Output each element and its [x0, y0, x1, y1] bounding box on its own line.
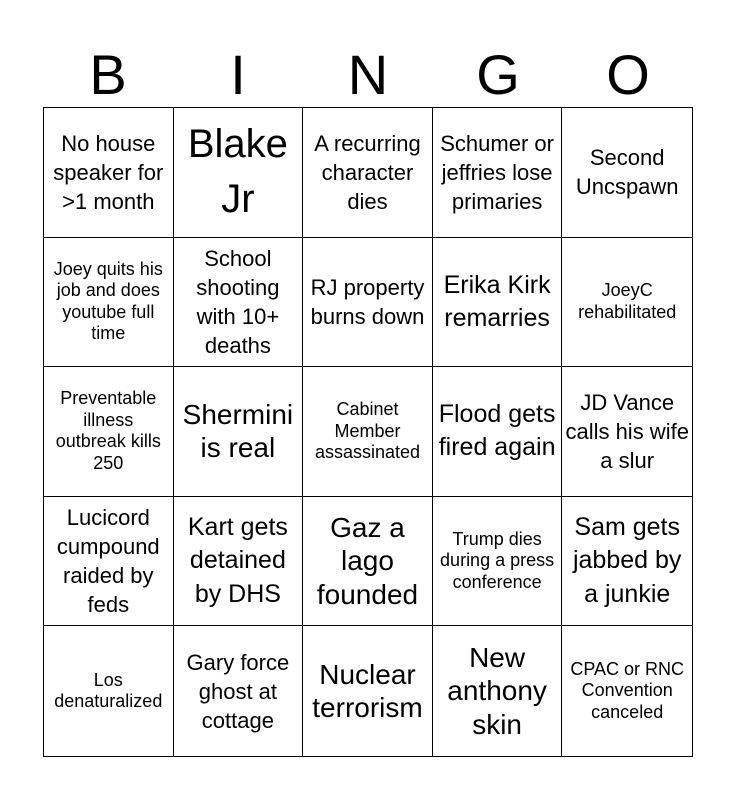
cell-text: JD Vance calls his wife a slur	[565, 389, 689, 473]
bingo-cell-r1-c2[interactable]	[174, 108, 304, 238]
bingo-cell-r1-c5[interactable]	[562, 108, 692, 238]
bingo-cell-r3-c1[interactable]	[44, 367, 174, 497]
bingo-cell-r2-c2[interactable]	[174, 238, 304, 368]
bingo-cell-r3-c3[interactable]	[303, 367, 433, 497]
cell-text: CPAC or RNC Convention canceled	[570, 658, 685, 722]
header-letter-o: O	[606, 43, 650, 106]
header-letter-n: N	[347, 43, 389, 106]
bingo-board	[43, 107, 693, 757]
bingo-cell-r3-c5[interactable]	[562, 367, 692, 497]
bingo-cell-r2-c1[interactable]	[44, 238, 174, 368]
cell-text: Lucicord cumpound raided by feds	[56, 505, 160, 618]
bingo-cell-r4-c5[interactable]	[562, 497, 692, 627]
cell-text: Gary force ghost at cottage	[186, 649, 290, 733]
bingo-cell-r5-c1[interactable]	[44, 626, 174, 756]
bingo-cell-r4-c3[interactable]	[303, 497, 433, 627]
bingo-cell-r3-c2[interactable]	[174, 367, 304, 497]
header-letter-b: B	[89, 43, 127, 106]
cell-text: Joey quits his job and does youtube full time	[53, 258, 163, 344]
bingo-cell-r5-c3[interactable]	[303, 626, 433, 756]
cell-text: Nuclear terrorism	[312, 658, 423, 724]
cell-text: A recurring character dies	[314, 130, 421, 214]
cell-text: Los denaturalized	[54, 669, 163, 712]
cell-text: Cabinet Member assassinated	[314, 399, 421, 463]
bingo-cell-r5-c2[interactable]	[174, 626, 304, 756]
bingo-cell-r2-c4[interactable]	[433, 238, 563, 368]
cell-text: New anthony skin	[447, 641, 547, 740]
cell-text: Blake Jr	[187, 122, 288, 222]
bingo-cell-r4-c4[interactable]	[433, 497, 563, 627]
cell-text: RJ property burns down	[310, 274, 425, 329]
header-letter-g: G	[476, 43, 520, 106]
bingo-cell-r5-c5[interactable]	[562, 626, 692, 756]
bingo-cell-r2-c3[interactable]	[303, 238, 433, 368]
bingo-cell-r1-c1[interactable]	[44, 108, 174, 238]
bingo-header	[43, 43, 693, 106]
cell-text: Second Uncspawn	[575, 145, 679, 200]
cell-text: Preventable illness outbreak kills 250	[55, 388, 161, 474]
bingo-cell-r1-c3[interactable]	[303, 108, 433, 238]
cell-text: Sam gets jabbed by a junkie	[572, 513, 682, 608]
cell-text: Gaz a lago founded	[316, 511, 419, 610]
cell-text: JoeyC rehabilitated	[578, 280, 677, 322]
cell-text: Erika Kirk remarries	[443, 270, 551, 332]
bingo-cell-r3-c4[interactable]	[433, 367, 563, 497]
cell-text: No house speaker for >1 month	[53, 130, 164, 214]
bingo-cell-r1-c4[interactable]	[433, 108, 563, 238]
bingo-cell-r2-c5[interactable]	[562, 238, 692, 368]
cell-text: Schumer or jeffries lose primaries	[440, 130, 554, 214]
bingo-cell-r5-c4[interactable]	[433, 626, 563, 756]
cell-text: School shooting with 10+ deaths	[196, 245, 280, 358]
cell-text: Trump dies during a press conference	[440, 528, 555, 592]
cell-text: Flood gets fired again	[438, 400, 556, 462]
cell-text: Shermini is real	[182, 398, 294, 464]
bingo-cell-r4-c1[interactable]	[44, 497, 174, 627]
bingo-cell-r4-c2[interactable]	[174, 497, 304, 627]
cell-text: Kart gets detained by DHS	[187, 513, 288, 608]
header-letter-i: I	[230, 43, 246, 106]
